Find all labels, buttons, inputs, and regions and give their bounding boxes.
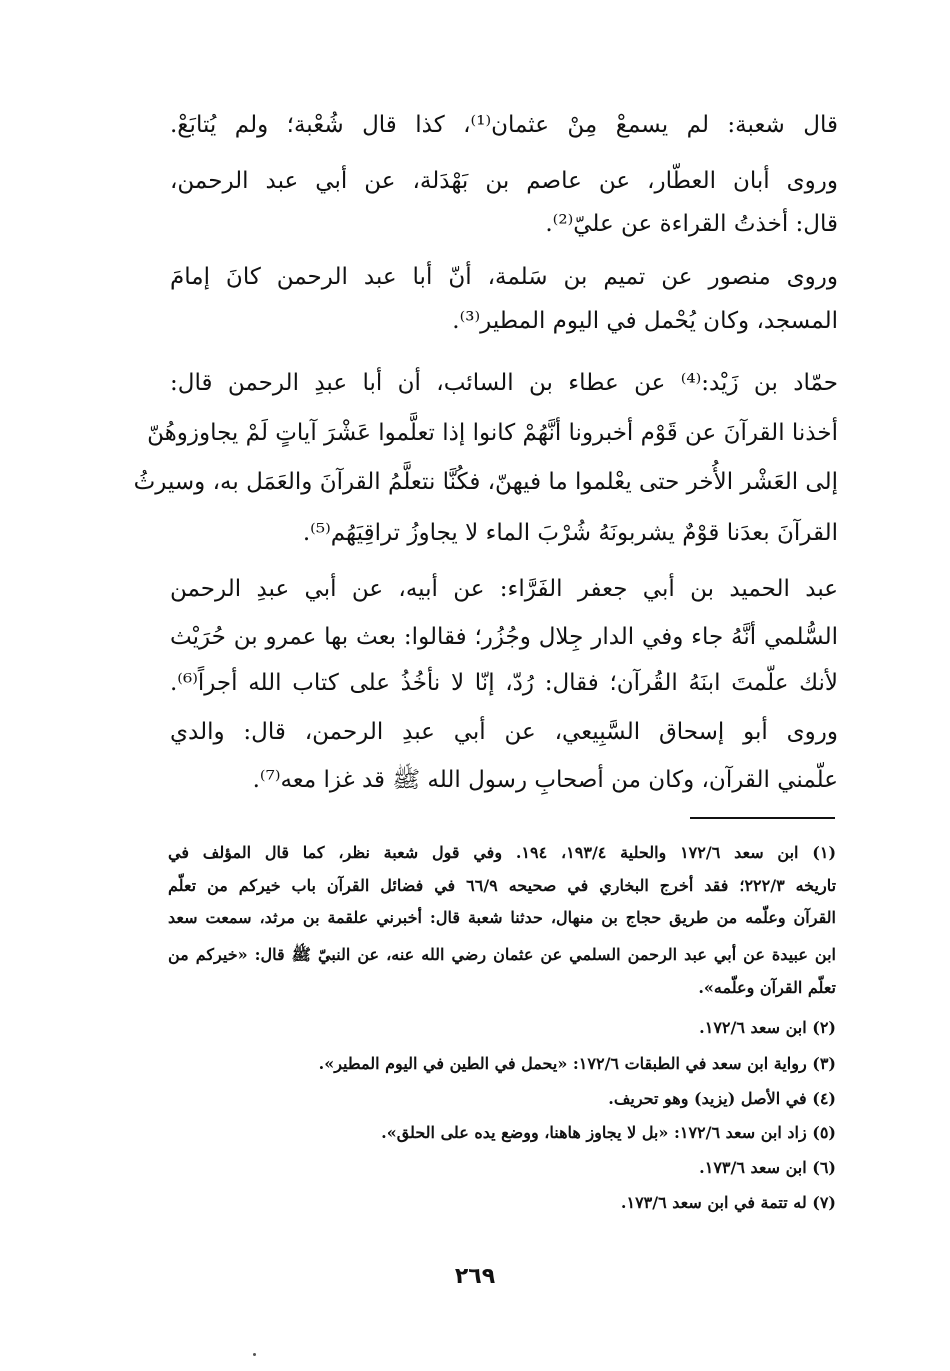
footnote-line: (٢) ابن سعد ١٧٢/٦. [699, 1018, 836, 1037]
footnote-separator [690, 817, 835, 819]
footnote-line: (٤) في الأصل (يزيد) وهو تحريف. [608, 1089, 836, 1108]
body-line: قال: أخذتُ القراءة عن عليّ⁽²⁾. [545, 211, 838, 237]
body-line: أخذنا القرآنَ عن قَوْم أخبرونا أنَّهُمْ كانوا إذا تعلَّموا عَشْرَ آياتٍ لَمْ يجاوزوهُنّ [147, 420, 838, 446]
footnote-line: تعلّم القرآن وعلّمه». [698, 978, 836, 997]
footnote-line: تاريخه ٢٢٢/٣؛ فقد أخرج البخاري في صحيحه ٦٦/٩ في فضائل القرآن باب خيركم من تعلّم [168, 876, 837, 895]
footnote-line: (٧) له تتمة في ابن سعد ١٧٣/٦. [620, 1193, 836, 1212]
body-line: وروى منصور عن تميم بن سَلمة، أنّ أبا عبد الرحمن كانَ إمامَ [170, 264, 838, 290]
body-line: وروى أبان العطّار، عن عاصم بن بَهْدَلة، عن أبي عبد الرحمن، [170, 168, 838, 194]
body-line: وروى أبو إسحاق السَّبِيعي، عن أبي عبدِ الرحمن، قال: والدي [170, 719, 838, 745]
body-line: المسجد، وكان يُحْمل في اليوم المطير⁽³⁾. [452, 308, 838, 334]
footnote-line: (٥) زاد ابن سعد ١٧٢/٦: «بل لا يجاوز هاهنا، ووضع يده على الحلق». [381, 1123, 836, 1142]
body-line: لأنك علّمتَ ابنَهُ القُرآن؛ فقال: رُدّ، إنّا لا نأخُذُ على كتاب الله أجراً⁽⁶⁾. [170, 670, 838, 696]
body-line: حمّاد بن زَيْد:⁽⁴⁾ عن عطاء بن السائب، أن أبا عبدِ الرحمن قال: [170, 370, 838, 396]
page-number: ٢٦٩ [454, 1264, 496, 1289]
body-line: عبد الحميد بن أبي جعفر الفَرَّاء: عن أبيه، عن أبي عبدِ الرحمن [170, 576, 838, 602]
body-line: القرآنَ بعدَنا قوْمٌ يشربونَهُ شُرْبَ الماء لا يجاوزُ تراقِيَهُم⁽⁵⁾. [302, 520, 838, 546]
body-line: السُّلمي أنَّهُ جاء وفي الدار جِلال وجُزُر؛ فقالوا: بعث بها عمرو بن حُرَيْث [170, 624, 838, 650]
footnote-line: (٦) ابن سعد ١٧٣/٦. [699, 1158, 836, 1177]
body-line: قال شعبة: لم يسمعْ مِنْ عثمان⁽¹⁾، كذا قال شُعْبة؛ ولم يُتابَعْ. [170, 112, 838, 138]
footnote-line: (١) ابن سعد ١٧٢/٦ والحلية ١٩٣/٤، ١٩٤. وفي قول شعبة نظر، كما قال المؤلف في [168, 843, 837, 862]
body-line: علّمني القرآن، وكان من أصحابِ رسول الله ﷺ قد غزا معه⁽⁷⁾. [252, 767, 838, 793]
footnote-line: ابن عبيدة عن أبي عبد الرحمن السلمي عن عثمان رضي الله عنه، عن النبيّ ﷺ قال: «خيركم من [168, 945, 837, 964]
footnote-line: (٣) رواية ابن سعد في الطبقات ١٧٢/٦: «يحمل في الطين في اليوم المطير». [318, 1054, 836, 1073]
body-line: إلى العَشْر الأُخر حتى يعْلموا ما فيهنّ، فكُنَّا نتعلَّمُ القرآنَ والعَمَل به، وسيرثُ [133, 469, 838, 495]
footnote-line: القرآن وعلّمه من طريق حجاج بن منهال، حدثنا شعبة قال: أخبرني علقمة بن مرثد، سمعت سعد [168, 908, 836, 927]
scan-speck [253, 1353, 256, 1356]
